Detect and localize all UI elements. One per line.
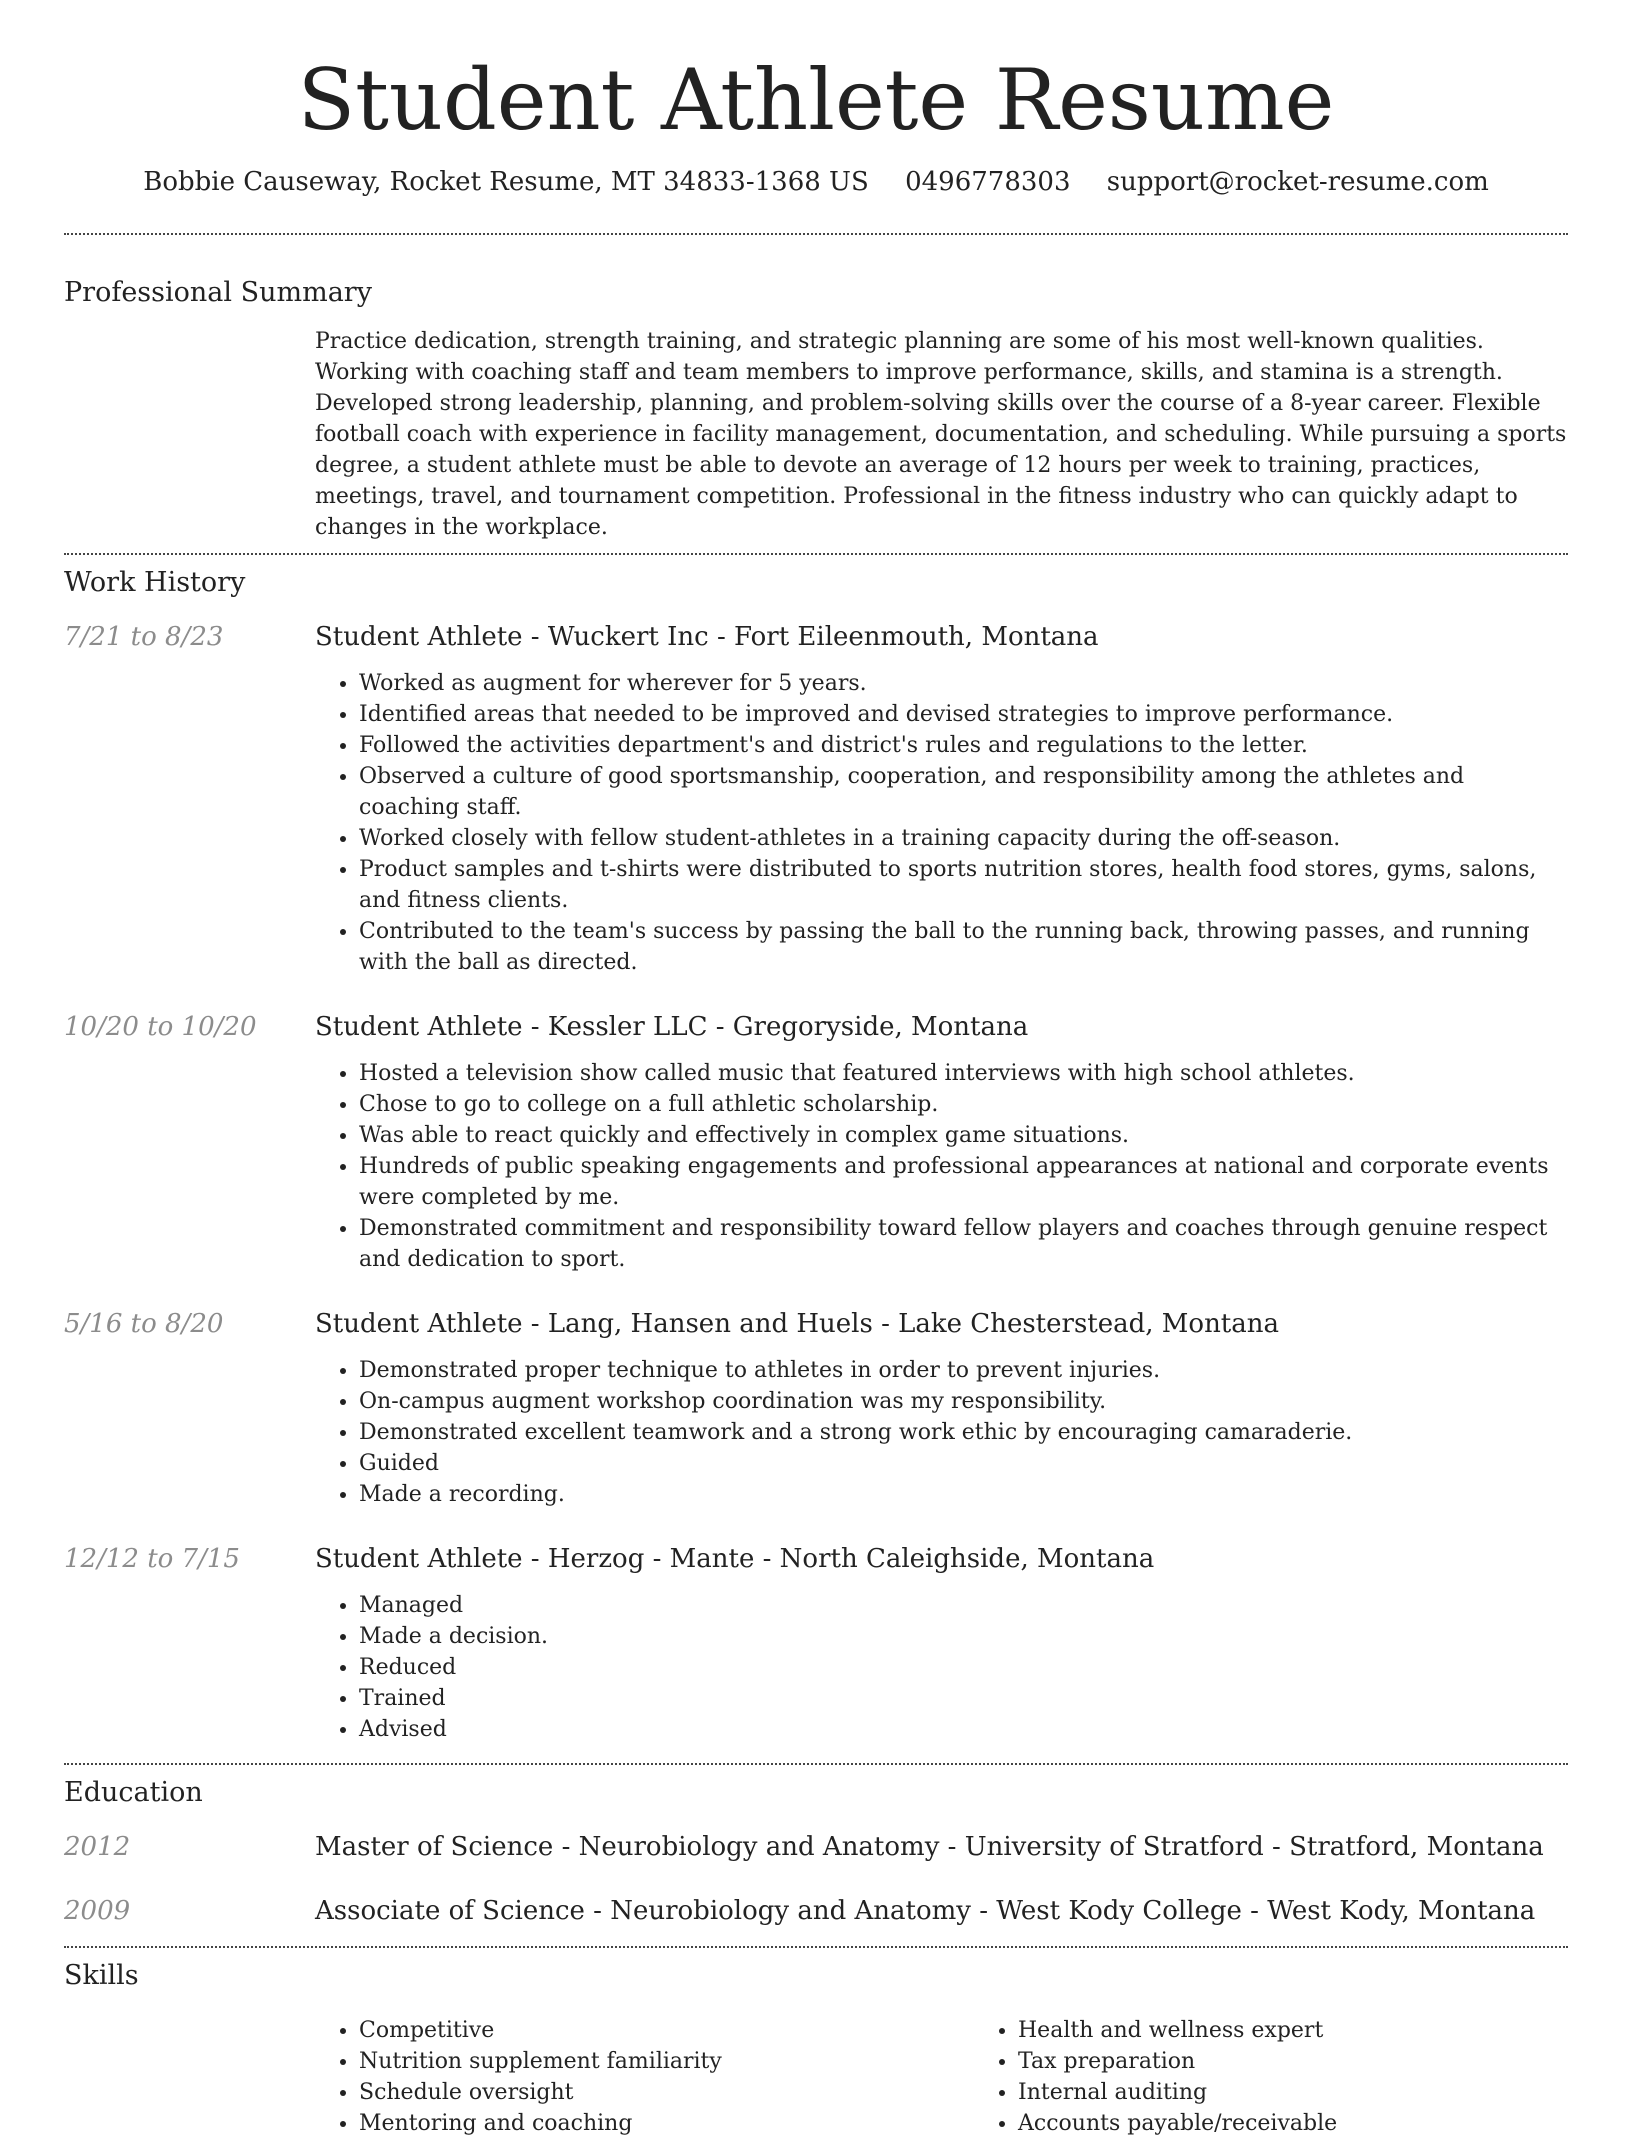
education-year: 2012 (64, 1831, 131, 1862)
divider (64, 233, 1568, 235)
list-item: • Made a decision. (359, 1621, 1568, 1652)
summary-text: Practice dedication, strength training, and strategic planning are some of his most well-known qualities. Working with coaching staff and team members to improve performance, skills, and stamina is a strength. Developed strong leadership, planning, and problem-solving skills over the course of a 8-year career. Flexible football coach with experience in facility management, documentation, and scheduling. While pursuing a sports degree, a student athlete must be able to devote an average of 12 hours per week to training, practices, meetings, travel, and tournament competition. Professional in the fitness industry who can quickly adapt to changes in the workplace. (315, 328, 1567, 540)
job-title: Student Athlete - Wuckert Inc - Fort Eileenmouth, Montana (315, 621, 1099, 652)
skill-item: • Health and wellness expert (1018, 2015, 1632, 2046)
summary-heading: Professional Summary (64, 276, 372, 308)
divider (64, 553, 1568, 555)
job-entry (64, 1309, 1568, 1510)
skills-list-left (315, 2015, 974, 2139)
education-entry (64, 1832, 1568, 1862)
job-entry (64, 622, 1568, 978)
list-item: • Advised (359, 1714, 1568, 1745)
job-title: Student Athlete - Herzog - Mante - North Caleighside, Montana (315, 1543, 1155, 1574)
list-item: • Worked closely with fellow student-athletes in a training capacity during the off-season. (359, 823, 1568, 854)
list-item: • Reduced (359, 1652, 1568, 1683)
job-dates: 7/21 to 8/23 (64, 621, 224, 652)
list-item: • Made a recording. (359, 1479, 1568, 1510)
list-item: • Hundreds of public speaking engagements and professional appearances at national and corporate events were completed by me. (359, 1151, 1568, 1213)
skill-item: • Mentoring and coaching (359, 2108, 974, 2139)
contact-address: Bobbie Causeway, Rocket Resume, MT 34833-1368 US (143, 166, 869, 197)
resume-title: Student Athlete Resume (297, 51, 1335, 149)
job-bullets (315, 1355, 1568, 1510)
education-year: 2009 (64, 1895, 131, 1926)
list-item: • Demonstrated commitment and responsibility toward fellow players and coaches through genuine respect and dedication to sport. (359, 1213, 1568, 1275)
list-item: • Observed a culture of good sportsmanship, cooperation, and responsibility among the athletes and coaching staff. (359, 761, 1568, 823)
job-dates: 12/12 to 7/15 (64, 1543, 240, 1574)
summary-section (64, 277, 1568, 543)
job-bullets (315, 1590, 1568, 1745)
list-item: • Was able to react quickly and effectively in complex game situations. (359, 1120, 1568, 1151)
education-degree: Master of Science - Neurobiology and Anatomy - University of Stratford - Stratford, Montana (315, 1831, 1544, 1862)
job-title: Student Athlete - Lang, Hansen and Huels - Lake Chesterstead, Montana (315, 1308, 1280, 1339)
list-item: • Product samples and t-shirts were distributed to sports nutrition stores, health food stores, gyms, salons, and fitness clients. (359, 854, 1568, 916)
job-dates: 5/16 to 8/20 (64, 1308, 224, 1339)
skill-item: • Internal auditing (1018, 2077, 1632, 2108)
job-entry (64, 1012, 1568, 1275)
list-item: • Trained (359, 1683, 1568, 1714)
list-item: • Contributed to the team's success by passing the ball to the running back, throwing passes, and running with the ball as directed. (359, 916, 1568, 978)
skill-item: • Competitive (359, 2015, 974, 2046)
job-entry (64, 1544, 1568, 1745)
list-item: • Worked as augment for wherever for 5 years. (359, 668, 1568, 699)
list-item: • Chose to go to college on a full athletic scholarship. (359, 1089, 1568, 1120)
job-bullets (315, 1058, 1568, 1275)
education-heading: Education (64, 1776, 203, 1808)
contact-line (64, 167, 1568, 197)
skill-item: • Schedule oversight (359, 2077, 974, 2108)
contact-email: support@rocket-resume.com (1106, 166, 1489, 197)
list-item: • Demonstrated excellent teamwork and a strong work ethic by encouraging camaraderie. (359, 1417, 1568, 1448)
job-dates: 10/20 to 10/20 (64, 1011, 257, 1042)
list-item: • Hosted a television show called music that featured interviews with high school athletes. (359, 1058, 1568, 1089)
work-section (64, 567, 1568, 1745)
list-item: • Identified areas that needed to be improved and devised strategies to improve performance. (359, 699, 1568, 730)
skill-item: • Accounts payable/receivable (1018, 2108, 1632, 2139)
list-item: • On-campus augment workshop coordination was my responsibility. (359, 1386, 1568, 1417)
divider (64, 1946, 1568, 1948)
skill-item: • Nutrition supplement familiarity (359, 2046, 974, 2077)
education-entry (64, 1896, 1568, 1926)
education-degree: Associate of Science - Neurobiology and Anatomy - West Kody College - West Kody, Montana (315, 1895, 1536, 1926)
contact-phone: 0496778303 (905, 166, 1071, 197)
job-title: Student Athlete - Kessler LLC - Gregoryside, Montana (315, 1011, 1029, 1042)
list-item: • Guided (359, 1448, 1568, 1479)
list-item: • Followed the activities department's and district's rules and regulations to the letter. (359, 730, 1568, 761)
list-item: • Managed (359, 1590, 1568, 1621)
job-bullets (315, 668, 1568, 978)
work-heading: Work History (64, 566, 246, 598)
divider (64, 1763, 1568, 1765)
skills-heading: Skills (64, 1959, 139, 1991)
skill-item: • Tax preparation (1018, 2046, 1632, 2077)
skills-list-right (974, 2015, 1632, 2139)
education-section (64, 1777, 1568, 1926)
list-item: • Demonstrated proper technique to athletes in order to prevent injuries. (359, 1355, 1568, 1386)
